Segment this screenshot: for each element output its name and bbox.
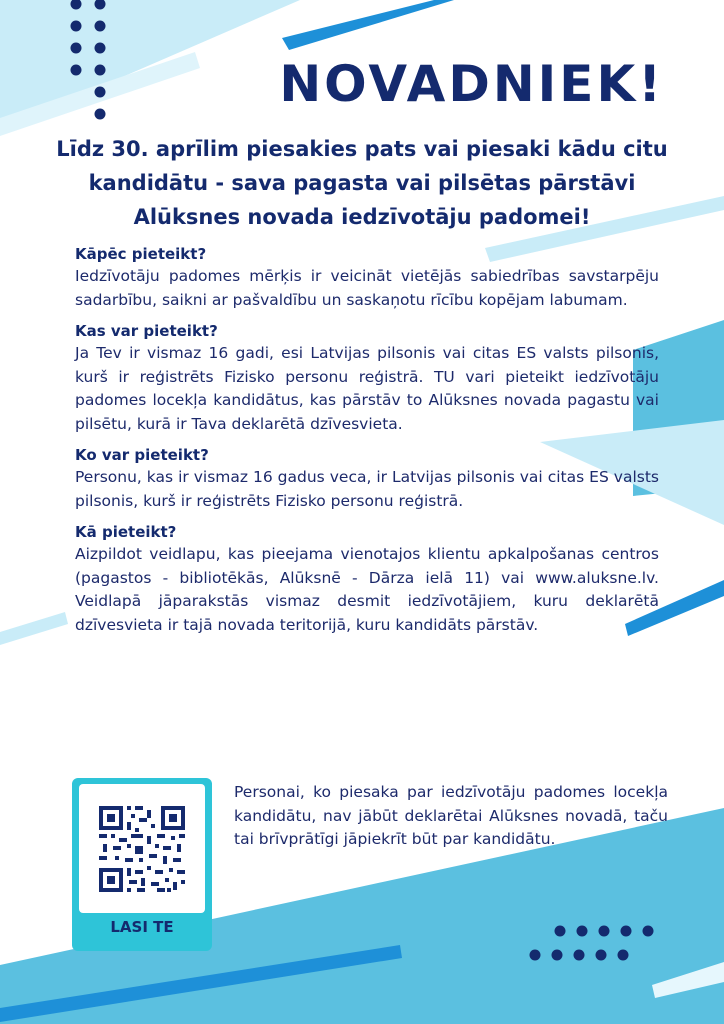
dot [552, 950, 563, 961]
section-body-who-can-be-nominated: Personu, kas ir vismaz 16 gadus veca, ir Latvijas pilsonis vai citas ES valsts pilsonis, kurš ir reģistrēts Fizisko personu reģistrā. [75, 468, 659, 510]
section-heading-how: Kā pieteikt? [75, 523, 177, 541]
section-body-how: Aizpildot veidlapu, kas pieejama vienotajos klientu apkalpošanas centros (pagastos - bibliotēkās, Alūksnē - Dārza ielā 11) vai www.aluksne.lv. Veidlapā jāparakstās vismaz desmit iedzīvotājiem, kuru deklarētā dzīvesvieta ir tajā novada teritorijā, kuru kandidāts pārstāv. [75, 545, 659, 634]
dot [574, 950, 585, 961]
dot [95, 21, 106, 32]
dot [71, 21, 82, 32]
section-heading-who-can-nominate: Kas var pieteikt? [75, 322, 218, 340]
qr-code-icon [79, 784, 205, 913]
page-title: NOVADNIEK! [279, 55, 664, 113]
top-right-bar [282, 0, 454, 50]
dot [530, 950, 541, 961]
qr-label[interactable]: LASI TE [110, 918, 174, 936]
dot [95, 43, 106, 54]
section-heading-who-can-be-nominated: Ko var pieteikt? [75, 446, 209, 464]
dot [621, 926, 632, 937]
dot [643, 926, 654, 937]
qr-code-box[interactable] [79, 784, 205, 913]
dot [555, 926, 566, 937]
dot [577, 926, 588, 937]
subtitle: Līdz 30. aprīlim piesakies pats vai piesaki kādu citu kandidātu - sava pagasta vai pilsētas pārstāvi Alūksnes novada iedzīvotāju padomei! [56, 137, 668, 229]
section-body-why: Iedzīvotāju padomes mērķis ir veicināt vietējās sabiedrības savstarpēju sadarbību, saikni ar pašvaldību un saskaņotu rīcību kopējam labumam. [75, 267, 659, 309]
section-heading-why: Kāpēc pieteikt? [75, 245, 207, 263]
dot [599, 926, 610, 937]
section-body-who-can-nominate: Ja Tev ir vismaz 16 gadi, esi Latvijas pilsonis vai citas ES valsts pilsonis, kurš ir reģistrēts Fizisko personu reģistrā. TU vari pieteikt iedzīvotāju padomes locekļa kandidātus, kas pārstāv to Alūksnes novada pagastu vai pilsētu, kurā ir Tava deklarētā dzīvesvieta. [75, 344, 659, 433]
side-note: Personai, ko piesaka par iedzīvotāju padomes locekļa kandidātu, nav jābūt deklarētai Alūksnes novadā, taču tai brīvprātīgi jāpiekrīt būt par kandidātu. [234, 783, 668, 848]
dot [618, 950, 629, 961]
dot [596, 950, 607, 961]
left-light-stripe [0, 612, 68, 645]
main-content [75, 243, 659, 645]
dot [71, 43, 82, 54]
qr-card[interactable] [72, 778, 212, 951]
